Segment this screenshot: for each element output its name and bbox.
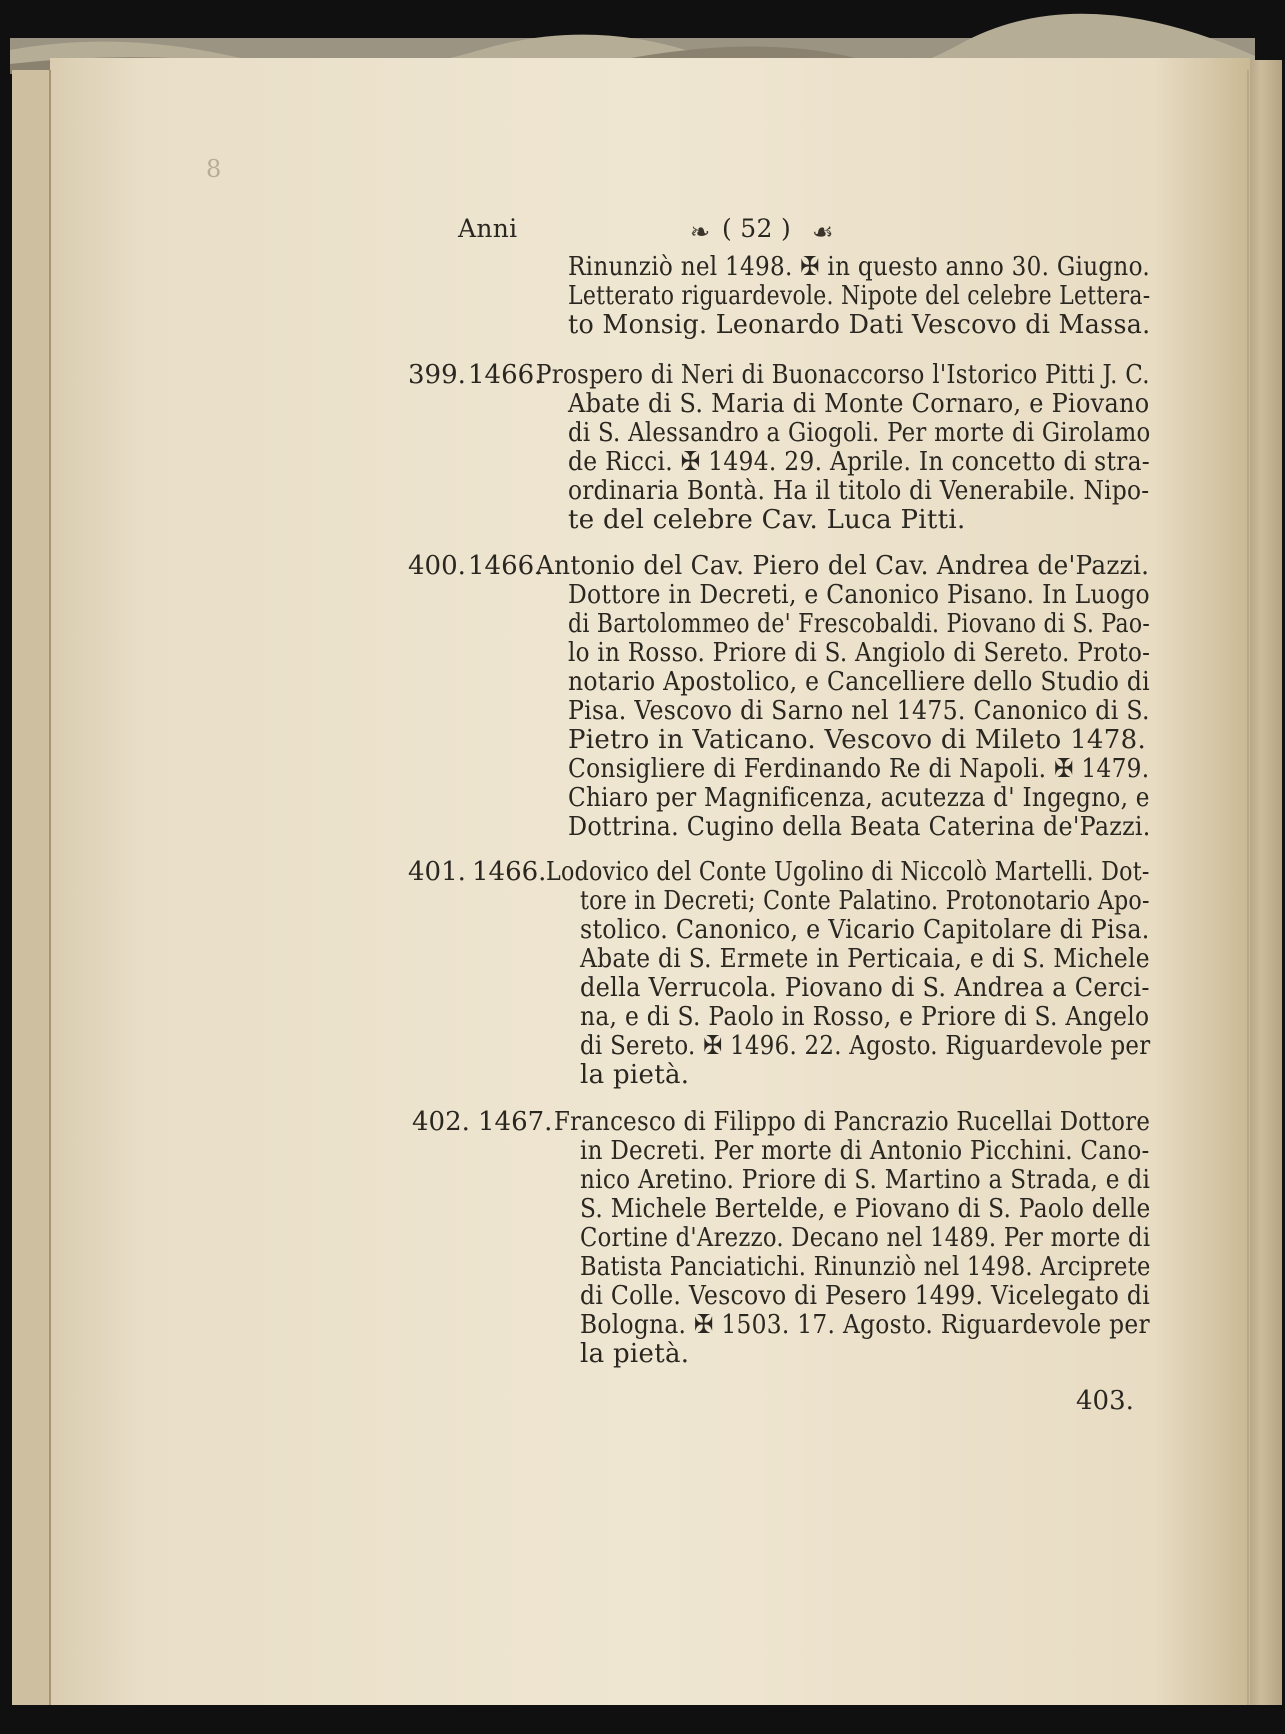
entry-line: la pietà. bbox=[580, 1060, 690, 1090]
entry-line: de Ricci. ✠ 1494. 29. Aprile. In concetto di stra- bbox=[568, 447, 1150, 477]
page-number: ( 52 ) bbox=[722, 214, 792, 243]
entry-line: della Verrucola. Piovano di S. Andrea a Cerci- bbox=[580, 973, 1150, 1003]
entry-line: di Bartolommeo de' Frescobaldi. Piovano di S. Pao- bbox=[568, 609, 1151, 639]
entry-number: 399. bbox=[408, 360, 466, 390]
entry-line: Pietro in Vaticano. Vescovo di Mileto 1478. bbox=[568, 725, 1147, 755]
continuation-line: Letterato riguardevole. Nipote del celebre Lettera- bbox=[568, 281, 1151, 311]
entry-year: 1466. bbox=[468, 551, 543, 581]
entry-line: Dottrina. Cugino della Beata Caterina de'Pazzi. bbox=[568, 812, 1151, 842]
margin-note: 8 bbox=[206, 155, 222, 183]
entry-line: di S. Alessandro a Giogoli. Per morte di Girolamo bbox=[568, 418, 1151, 448]
entry-line: Cortine d'Arezzo. Decano nel 1489. Per morte di bbox=[580, 1223, 1151, 1253]
entry-line: tore in Decreti; Conte Palatino. Protonotario Apo- bbox=[580, 886, 1150, 916]
entry-year: 1466. bbox=[472, 857, 547, 887]
entry-line: Dottore in Decreti, e Canonico Pisano. In Luogo bbox=[568, 580, 1150, 610]
entry-number: 401. bbox=[408, 857, 466, 887]
entry-line: S. Michele Bertelde, e Piovano di S. Paolo delle bbox=[580, 1194, 1151, 1224]
entry-year: 1467. bbox=[478, 1107, 553, 1137]
entry-line: na, e di S. Paolo in Rosso, e Priore di S. Angelo bbox=[580, 1002, 1150, 1032]
entry-line: Batista Panciatichi. Rinunziò nel 1498. Arciprete bbox=[580, 1252, 1151, 1282]
entry-line: Consigliere di Ferdinando Re di Napoli. ✠ 1479. bbox=[568, 754, 1150, 784]
entry-line: stolico. Canonico, e Vicario Capitolare di Pisa. bbox=[580, 915, 1150, 945]
entry-line: te del celebre Cav. Luca Pitti. bbox=[568, 505, 966, 535]
entry-line: Pisa. Vescovo di Sarno nel 1475. Canonico di S. bbox=[568, 696, 1150, 726]
entry-line: Abate di S. Maria di Monte Cornaro, e Piovano bbox=[568, 389, 1150, 419]
entry-line: la pietà. bbox=[580, 1339, 690, 1369]
entry-line: Antonio del Cav. Piero del Cav. Andrea de'Pazzi. bbox=[536, 551, 1150, 581]
entry-year: 1466. bbox=[468, 360, 543, 390]
entry-line: Bologna. ✠ 1503. 17. Agosto. Riguardevole per bbox=[580, 1310, 1150, 1340]
entry-line: di Sereto. ✠ 1496. 22. Agosto. Riguardevole per bbox=[580, 1031, 1151, 1061]
entry-line: notario Apostolico, e Cancelliere dello Studio di bbox=[568, 667, 1150, 697]
entry-number: 400. bbox=[408, 551, 466, 581]
entry-line: Prospero di Neri di Buonaccorso l'Istorico Pitti J. C. bbox=[536, 360, 1150, 390]
entry-line: Chiaro per Magnificenza, acutezza d' Ingegno, e bbox=[568, 783, 1150, 813]
entry-line: Lodovico del Conte Ugolino di Niccolò Martelli. Dot- bbox=[546, 857, 1150, 887]
catchword: 403. bbox=[1076, 1386, 1134, 1416]
entry-line: nico Aretino. Priore di S. Martino a Strada, e di bbox=[580, 1165, 1151, 1195]
entry-line: di Colle. Vescovo di Pesero 1499. Vicelegato di bbox=[580, 1281, 1150, 1311]
entry-line: ordinaria Bontà. Ha il titolo di Venerabile. Nipo- bbox=[568, 476, 1150, 506]
entry-line: in Decreti. Per morte di Antonio Picchini. Cano- bbox=[580, 1136, 1150, 1166]
continuation-line: to Monsig. Leonardo Dati Vescovo di Massa. bbox=[568, 310, 1151, 340]
continuation-line: Rinunziò nel 1498. ✠ in questo anno 30. Giugno. bbox=[568, 252, 1150, 282]
ornament-left-icon: ❧ bbox=[690, 218, 710, 246]
entry-number: 402. bbox=[412, 1107, 470, 1137]
entry-line: lo in Rosso. Priore di S. Angiolo di Sereto. Proto- bbox=[568, 638, 1151, 668]
entry-line: Francesco di Filippo di Pancrazio Rucellai Dottore bbox=[554, 1107, 1151, 1137]
column-label: Anni bbox=[458, 214, 518, 243]
ornament-right-icon: ☙ bbox=[812, 218, 833, 246]
entry-line: Abate di S. Ermete in Perticaia, e di S. Michele bbox=[580, 944, 1150, 974]
